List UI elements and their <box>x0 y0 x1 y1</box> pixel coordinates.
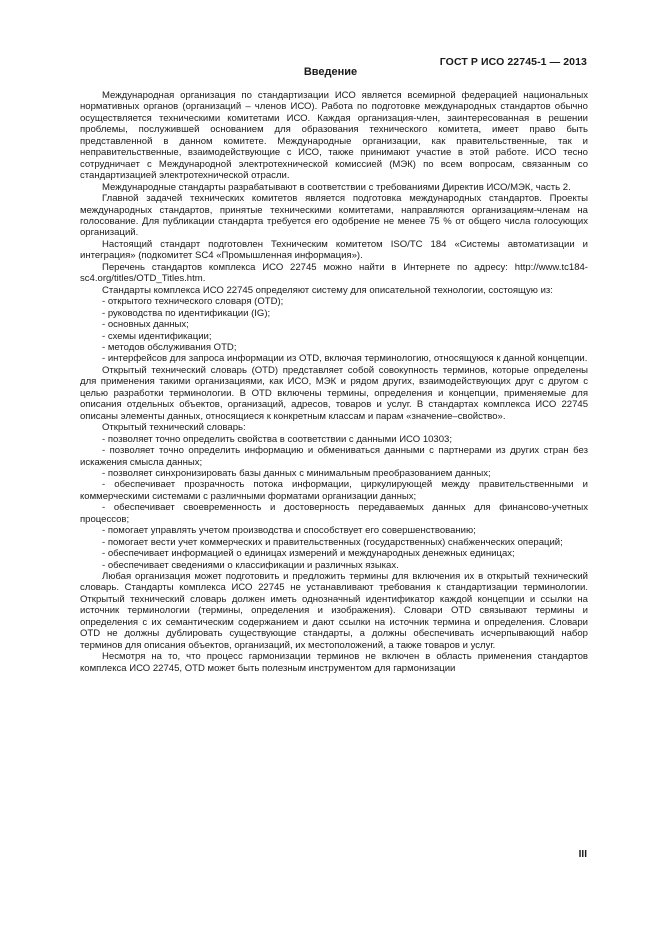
page-number: III <box>578 849 587 860</box>
list-item: - обеспечивает своевременность и достоверность передаваемых данных для финансово-учетных процессов; <box>80 502 588 525</box>
paragraph: Главной задачей технических комитетов является подготовка международных стандартов. Проекты международных стандартов, принятые техническими комитетами, направляются организациям-членам на голосование. Для публикации стандарта требуется его одобрение не менее 75 % от общего числа голосующих организаций. <box>80 193 588 239</box>
list-item: - помогает управлять учетом производства и способствует его совершенствованию; <box>102 525 476 537</box>
list-item: - руководства по идентификации (IG); <box>102 307 271 319</box>
list-item: - методов обслуживания OTD; <box>102 341 237 353</box>
paragraph: Любая организация может подготовить и предложить термины для включения их в открытый технический словарь. Стандарты комплекса ИСО 22745 не устанавливают требования к стандартизации терминологии. Открытый технический словарь должен иметь однозначный идентификатор каждой концепции и ссылки на источник терминологии (термины, определения и изображения). Словари OTD связывают термины и определения с их семантическим содержанием и дают ссылки на источник термина и определения. Словари OTD не должны дублировать существующие стандарты, а должны обеспечивать исчерпывающий набор терминов для описания объектов, организаций, их местоположений, а также товаров и услуг. <box>80 571 588 651</box>
list-item: - обеспечивает прозрачность потока информации, циркулирующей между правительственными и коммерческими системами с различными форматами организации данных; <box>80 479 588 502</box>
paragraph: Международная организация по стандартизации ИСО является всемирной федерацией национальных нормативных органов (организаций – членов ИСО). Работа по подготовке международных стандартов обычно осуществляется техническими комитетами ИСО. Каждая организация-член, заинтересованная в решении проблемы, послужившей основанием для образования технического комитета, имеет право быть представленной в данном комитете. Международные организации, как правительственные, так и неправительственные, взаимодействующие с ИСО, также принимают участие в этой работе. ИСО тесно сотрудничает с Международной электротехнической комиссией (МЭК) по всем вопросам, связанным со стандартизацией электротехнической отрасли. <box>80 90 588 182</box>
paragraph: Настоящий стандарт подготовлен Техническим комитетом ISO/TC 184 «Системы автоматизации и интеграция» (подкомитет SC4 «Промышленная информация»). <box>80 238 588 262</box>
paragraph: Несмотря на то, что процесс гармонизации терминов не включен в область применения стандартов комплекса ИСО 22745, OTD может быть полезным инструментом для гармонизации <box>80 651 588 674</box>
list-item: - открытого технического словаря (OTD); <box>102 296 284 308</box>
paragraph: Стандарты комплекса ИСО 22745 определяют систему для описательной технологии, состоящую из: <box>102 284 553 296</box>
list-item: - основных данных; <box>102 319 189 331</box>
document-body <box>80 90 588 674</box>
list-item: - позволяет синхронизировать базы данных с минимальным преобразованием данных; <box>102 467 491 479</box>
paragraph: Международные стандарты разрабатывают в соответствии с требованиями Директив ИСО/МЭК, часть 2. <box>102 181 571 193</box>
list-item: - обеспечивает сведениями о классификации и различных языках. <box>102 559 399 571</box>
document-code: ГОСТ Р ИСО 22745-1 — 2013 <box>439 56 587 68</box>
list-item: - позволяет точно определить информацию и обмениваться данными с партнерами из других стран без искажения смысла данных; <box>80 445 588 468</box>
paragraph: Перечень стандартов комплекса ИСО 22745 можно найти в Интернете по адресу: http://www.tc184-sc4.org/titles/OTD_Titles.htm. <box>80 261 588 285</box>
paragraph: Открытый технический словарь (OTD) представляет собой совокупность терминов, которые определены для применения такими организациями, как ИСО, МЭК и рядом других, взаимодействующих друг с другом с целью разработки терминологии. В OTD включены термины, определения и концепции, применяемые для описания отдельных объектов, организаций, адресов, товаров и услуг. В стандартах комплекса ИСО 22745 описаны элементы данных, относящиеся к конкретным классам и парам «значение–свойство». <box>80 364 588 422</box>
list-item: - схемы идентификации; <box>102 330 212 342</box>
list-item: - интерфейсов для запроса информации из OTD, включая терминологию, относящуюся к данной концепции. <box>102 353 588 365</box>
paragraph: Открытый технический словарь: <box>102 422 246 434</box>
list-item: - помогает вести учет коммерческих и правительственных (государственных) снабженческих операций; <box>102 536 563 548</box>
list-item: - обеспечивает информацией о единицах измерений и международных денежных единицах; <box>102 548 515 560</box>
page-title: Введение <box>303 66 358 78</box>
list-item: - позволяет точно определить свойства в соответствии с данными ИСО 10303; <box>102 433 453 445</box>
